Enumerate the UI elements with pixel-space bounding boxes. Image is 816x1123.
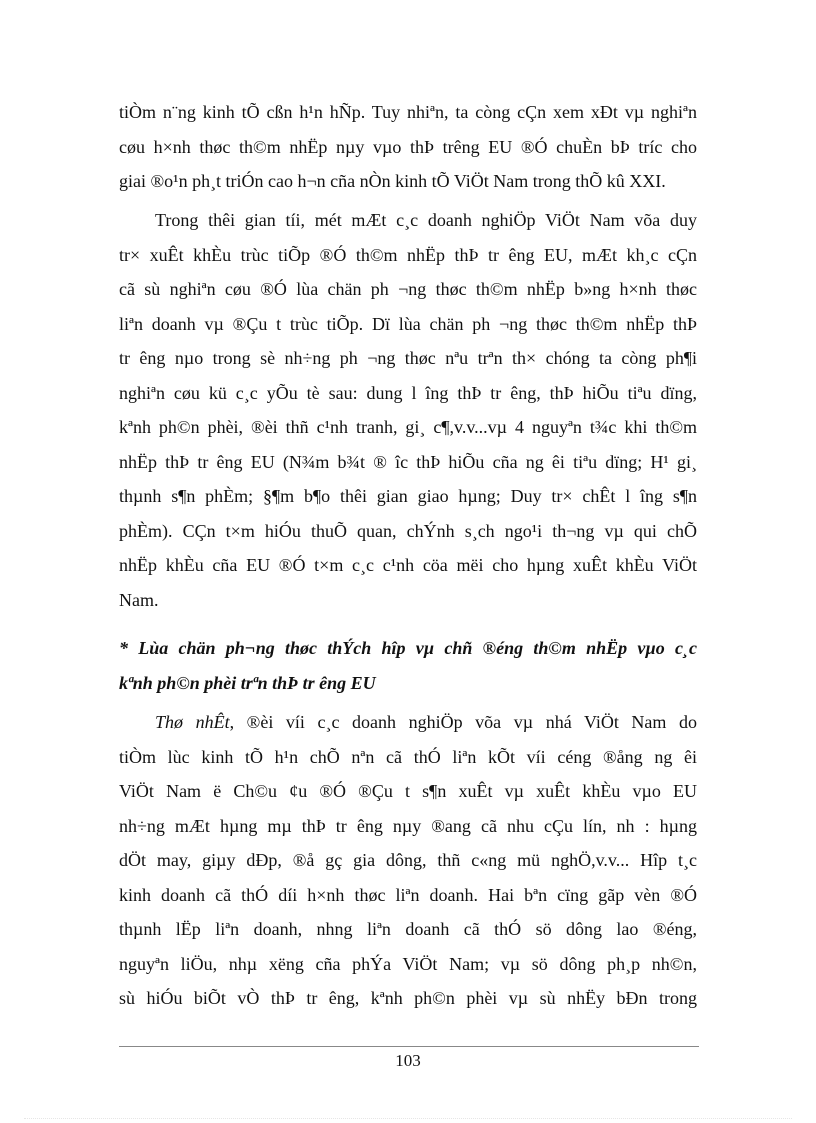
text-line: dÖt may, giµy dÐp, ®å gç gia dông, thñ c«ng mü nghÖ,v.v... Hîp t¸c bbox=[119, 850, 697, 870]
text-line: phÈm). CÇn t×m hiÓu thuÕ quan, chÝnh s¸ch ngo¹i th¬ng vµ qui chÕ bbox=[119, 520, 697, 541]
text-line: tr êng nµo trong sè nh÷ng ph ¬ng thøc nªu trªn th× chóng ta còng ph¶i bbox=[119, 348, 697, 368]
text-line: tr× xuÊt khÈu trùc tiÕp ®Ó th©m nhËp thÞ tr êng EU, mÆt kh¸c cÇn bbox=[119, 244, 697, 265]
lead-phrase: Thø nhÊt bbox=[155, 712, 230, 732]
text-line: nh÷ng mÆt hµng mµ thÞ tr êng nµy ®ang cã nhu cÇu lín, nh : hµng bbox=[119, 815, 697, 836]
text-line bbox=[119, 705, 697, 740]
text-line: tiÒm n¨ng kinh tÕ cßn h¹n hÑp. Tuy nhiªn, ta còng cÇn xem xÐt vµ nghiªn bbox=[119, 102, 697, 122]
paragraph-2 bbox=[119, 203, 697, 617]
text-line: nhËp thÞ tr êng EU (N¾m b¾t ® îc thÞ hiÕu cña ng êi tiªu dïng; H¹ gi¸ bbox=[119, 451, 697, 472]
text-line: cã sù nghiªn cøu ®Ó lùa chän ph ¬ng thøc th©m nhËp b»ng h×nh thøc bbox=[119, 279, 697, 299]
page-bottom-edge bbox=[24, 1118, 792, 1119]
text-line: Nam. bbox=[119, 589, 159, 610]
text-line: nhËp khÈu cña EU ®Ó t×m c¸c c¹nh cöa mëi cho hµng xuÊt khÈu ViÖt bbox=[119, 555, 697, 575]
text-line: liªn doanh vµ ®Çu t trùc tiÕp. Dï lùa chän ph ¬ng thøc th©m nhËp thÞ bbox=[119, 313, 697, 334]
lead-continuation: , ®èi víi c¸c doanh nghiÖp võa vµ nhá ViÖt Nam do bbox=[229, 712, 697, 732]
heading-line: kªnh ph©n phèi trªn thÞ tr êng EU bbox=[119, 672, 376, 693]
text-line: thµnh lËp liªn doanh, nhng liªn doanh cã thÓ sö dông lao ®éng, bbox=[119, 919, 697, 939]
text-line: thµnh s¶n phÈm; §¶m b¶o thêi gian giao hµng; Duy tr× chÊt l îng s¶n bbox=[119, 486, 697, 506]
text-line: Trong thêi gian tíi, mét mÆt c¸c doanh nghiÖp ViÖt Nam võa duy bbox=[155, 210, 697, 230]
text-line: cøu h×nh thøc th©m nhËp nµy vµo thÞ trêng EU ®Ó chuÈn bÞ tríc cho bbox=[119, 136, 697, 157]
text-line: kªnh ph©n phèi, ®èi thñ c¹nh tranh, gi¸ c¶,v.v...vµ 4 nguyªn t¾c khi th©m bbox=[119, 417, 697, 437]
paragraph-3 bbox=[119, 705, 697, 1016]
section-heading bbox=[119, 631, 697, 700]
text-line: kinh doanh cã thÓ díi h×nh thøc liªn doanh. Hai bªn cïng gãp vèn ®Ó bbox=[119, 884, 697, 905]
text-line: sù hiÓu biÕt vÒ thÞ tr êng, kªnh ph©n phèi vµ sù nhËy bÐn trong bbox=[119, 988, 697, 1008]
heading-line: * Lùa chän ph¬ng thøc thÝch hîp vµ chñ ®éng th©m nhËp vµo c¸c bbox=[119, 638, 697, 658]
text-line: nguyªn liÖu, nhµ xëng cña phÝa ViÖt Nam; vµ sö dông ph¸p nh©n, bbox=[119, 953, 697, 974]
footer-divider bbox=[119, 1046, 699, 1047]
text-line: nghiªn cøu kü c¸c yÕu tè sau: dung l îng thÞ tr êng, thÞ hiÕu tiªu dïng, bbox=[119, 382, 697, 403]
text-line: ViÖt Nam ë Ch©u ¢u ®Ó ®Çu t s¶n xuÊt vµ xuÊt khÈu vµo EU bbox=[119, 781, 697, 801]
text-line: giai ®o¹n ph¸t triÓn cao h¬n cña nÒn kinh tÕ ViÖt Nam trong thÕ kû XXI. bbox=[119, 171, 666, 191]
page-number: 103 bbox=[395, 1051, 421, 1070]
text-line: tiÒm lùc kinh tÕ h¹n chÕ nªn cã thÓ liªn kÕt víi céng ®ång ng êi bbox=[119, 746, 697, 767]
paragraph-1 bbox=[119, 95, 697, 199]
